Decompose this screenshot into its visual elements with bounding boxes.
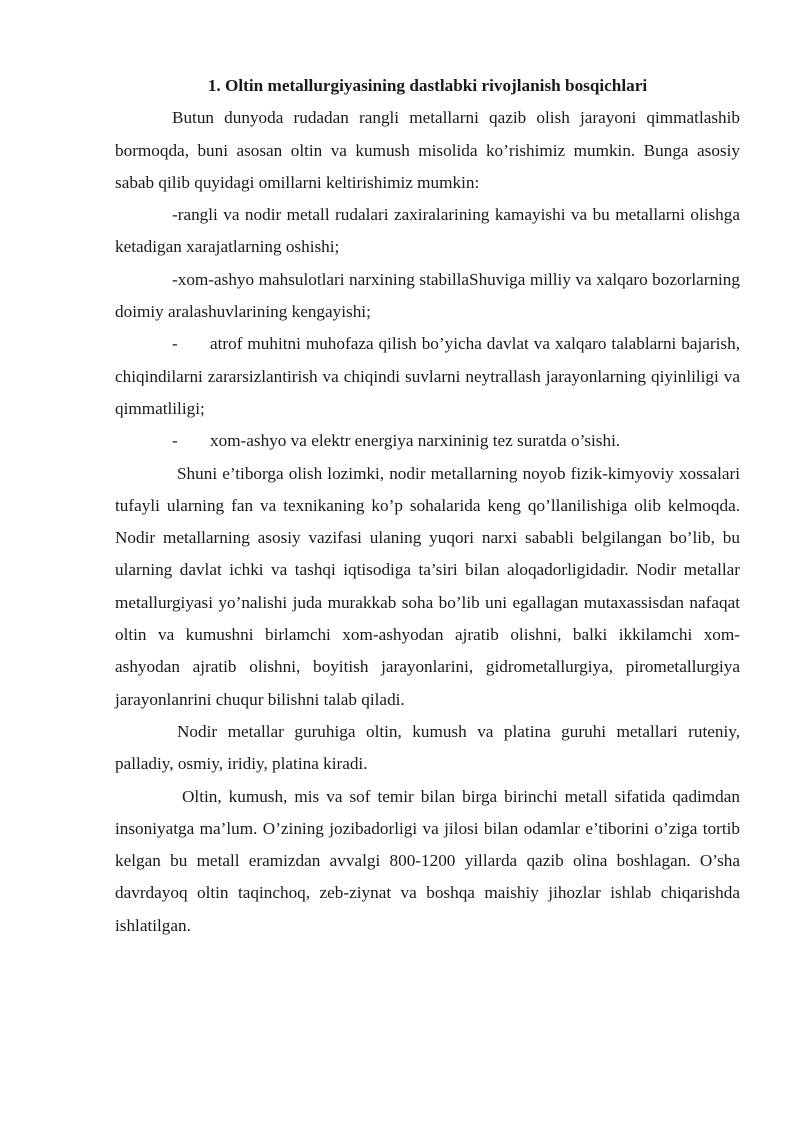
section-title: 1. Oltin metallurgiyasining dastlabki rivojlanish bosqichlari (207, 76, 648, 95)
list-item-energy (115, 425, 740, 457)
list-item-text: xom-ashyo va elektr energiya narxininig tez suratda o’sishi. (210, 431, 621, 451)
document-page (115, 70, 740, 942)
list-dash: - (172, 334, 178, 354)
list-item-reserves: -rangli va nodir metall rudalari zaxiralarining kamayishi va bu metallarni olishga ketadigan xarajatlarning oshishi; (115, 205, 740, 257)
list-dash: - (172, 431, 178, 451)
paragraph-metals-group: Nodir metallar guruhiga oltin, kumush va platina guruhi metallari ruteniy, palladiy, osmiy, iridiy, platina kiradi. (115, 721, 740, 774)
list-item-prices: -xom-ashyo mahsulotlari narxining stabillaShuviga milliy va xalqaro bozorlarning doimiy aralashuvlarining kengayishi; (115, 269, 740, 322)
list-item-environment (115, 328, 740, 425)
list-item-text: atrof muhitni muhofaza qilish bo’yicha davlat va xalqaro talablarni bajarish, chiqindilarni zararsizlantirish va chiqindi suvlarni neytrallash jarayonlarning qiyinliligi va qimmatliligi; (115, 334, 740, 418)
paragraph-properties: Shuni e’tiborga olish lozimki, nodir metallarning noyob fizik-kimyoviy xossalari tufayli ularning fan va texnikaning ko’p sohalarida keng qo’llanilishiga olib kelmoqda. Nodir metallarning asosiy vazifasi ulaning yuqori narxi sababli belgilangan bo’lib, bu ularning davlat ichki va tashqi iqtisodiga ta’siri bilan aloqadorligidadir. Nodir metallar metallurgiyasi yo’nalishi juda murakkab soha bo’lib uni egallagan mutaxassisdan nafaqat oltin va kumushni birlamchi xom-ashyodan ajratib olishni, balki ikkilamchi xom-ashyodan ajratib olishni, boyitish jarayonlarini, gidrometallurgiya, pirometallurgiya jarayonlanrini chuqur bilishni talab qiladi. (115, 463, 740, 709)
paragraph-history: Oltin, kumush, mis va sof temir bilan birga birinchi metall sifatida qadimdan insoniyatga ma’lum. O’zining jozibadorligi va jilosi bilan odamlar e’tiborini o’ziga tortib kelgan bu metall eramizdan avvalgi 800-1200 yillarda qazib olina boshlagan. O’sha davrdayoq oltin taqinchoq, zeb-ziynat va boshqa maishiy jihozlar ishlab chiqarishda ishlatilgan. (115, 786, 740, 935)
paragraph-intro: Butun dunyoda rudadan rangli metallarni qazib olish jarayoni qimmatlashib bormoqda, buni asosan oltin va kumush misolida ko’rishimiz mumkin. Bunga asosiy sabab qilib quyidagi omillarni keltirishimiz mumkin: (115, 108, 740, 192)
